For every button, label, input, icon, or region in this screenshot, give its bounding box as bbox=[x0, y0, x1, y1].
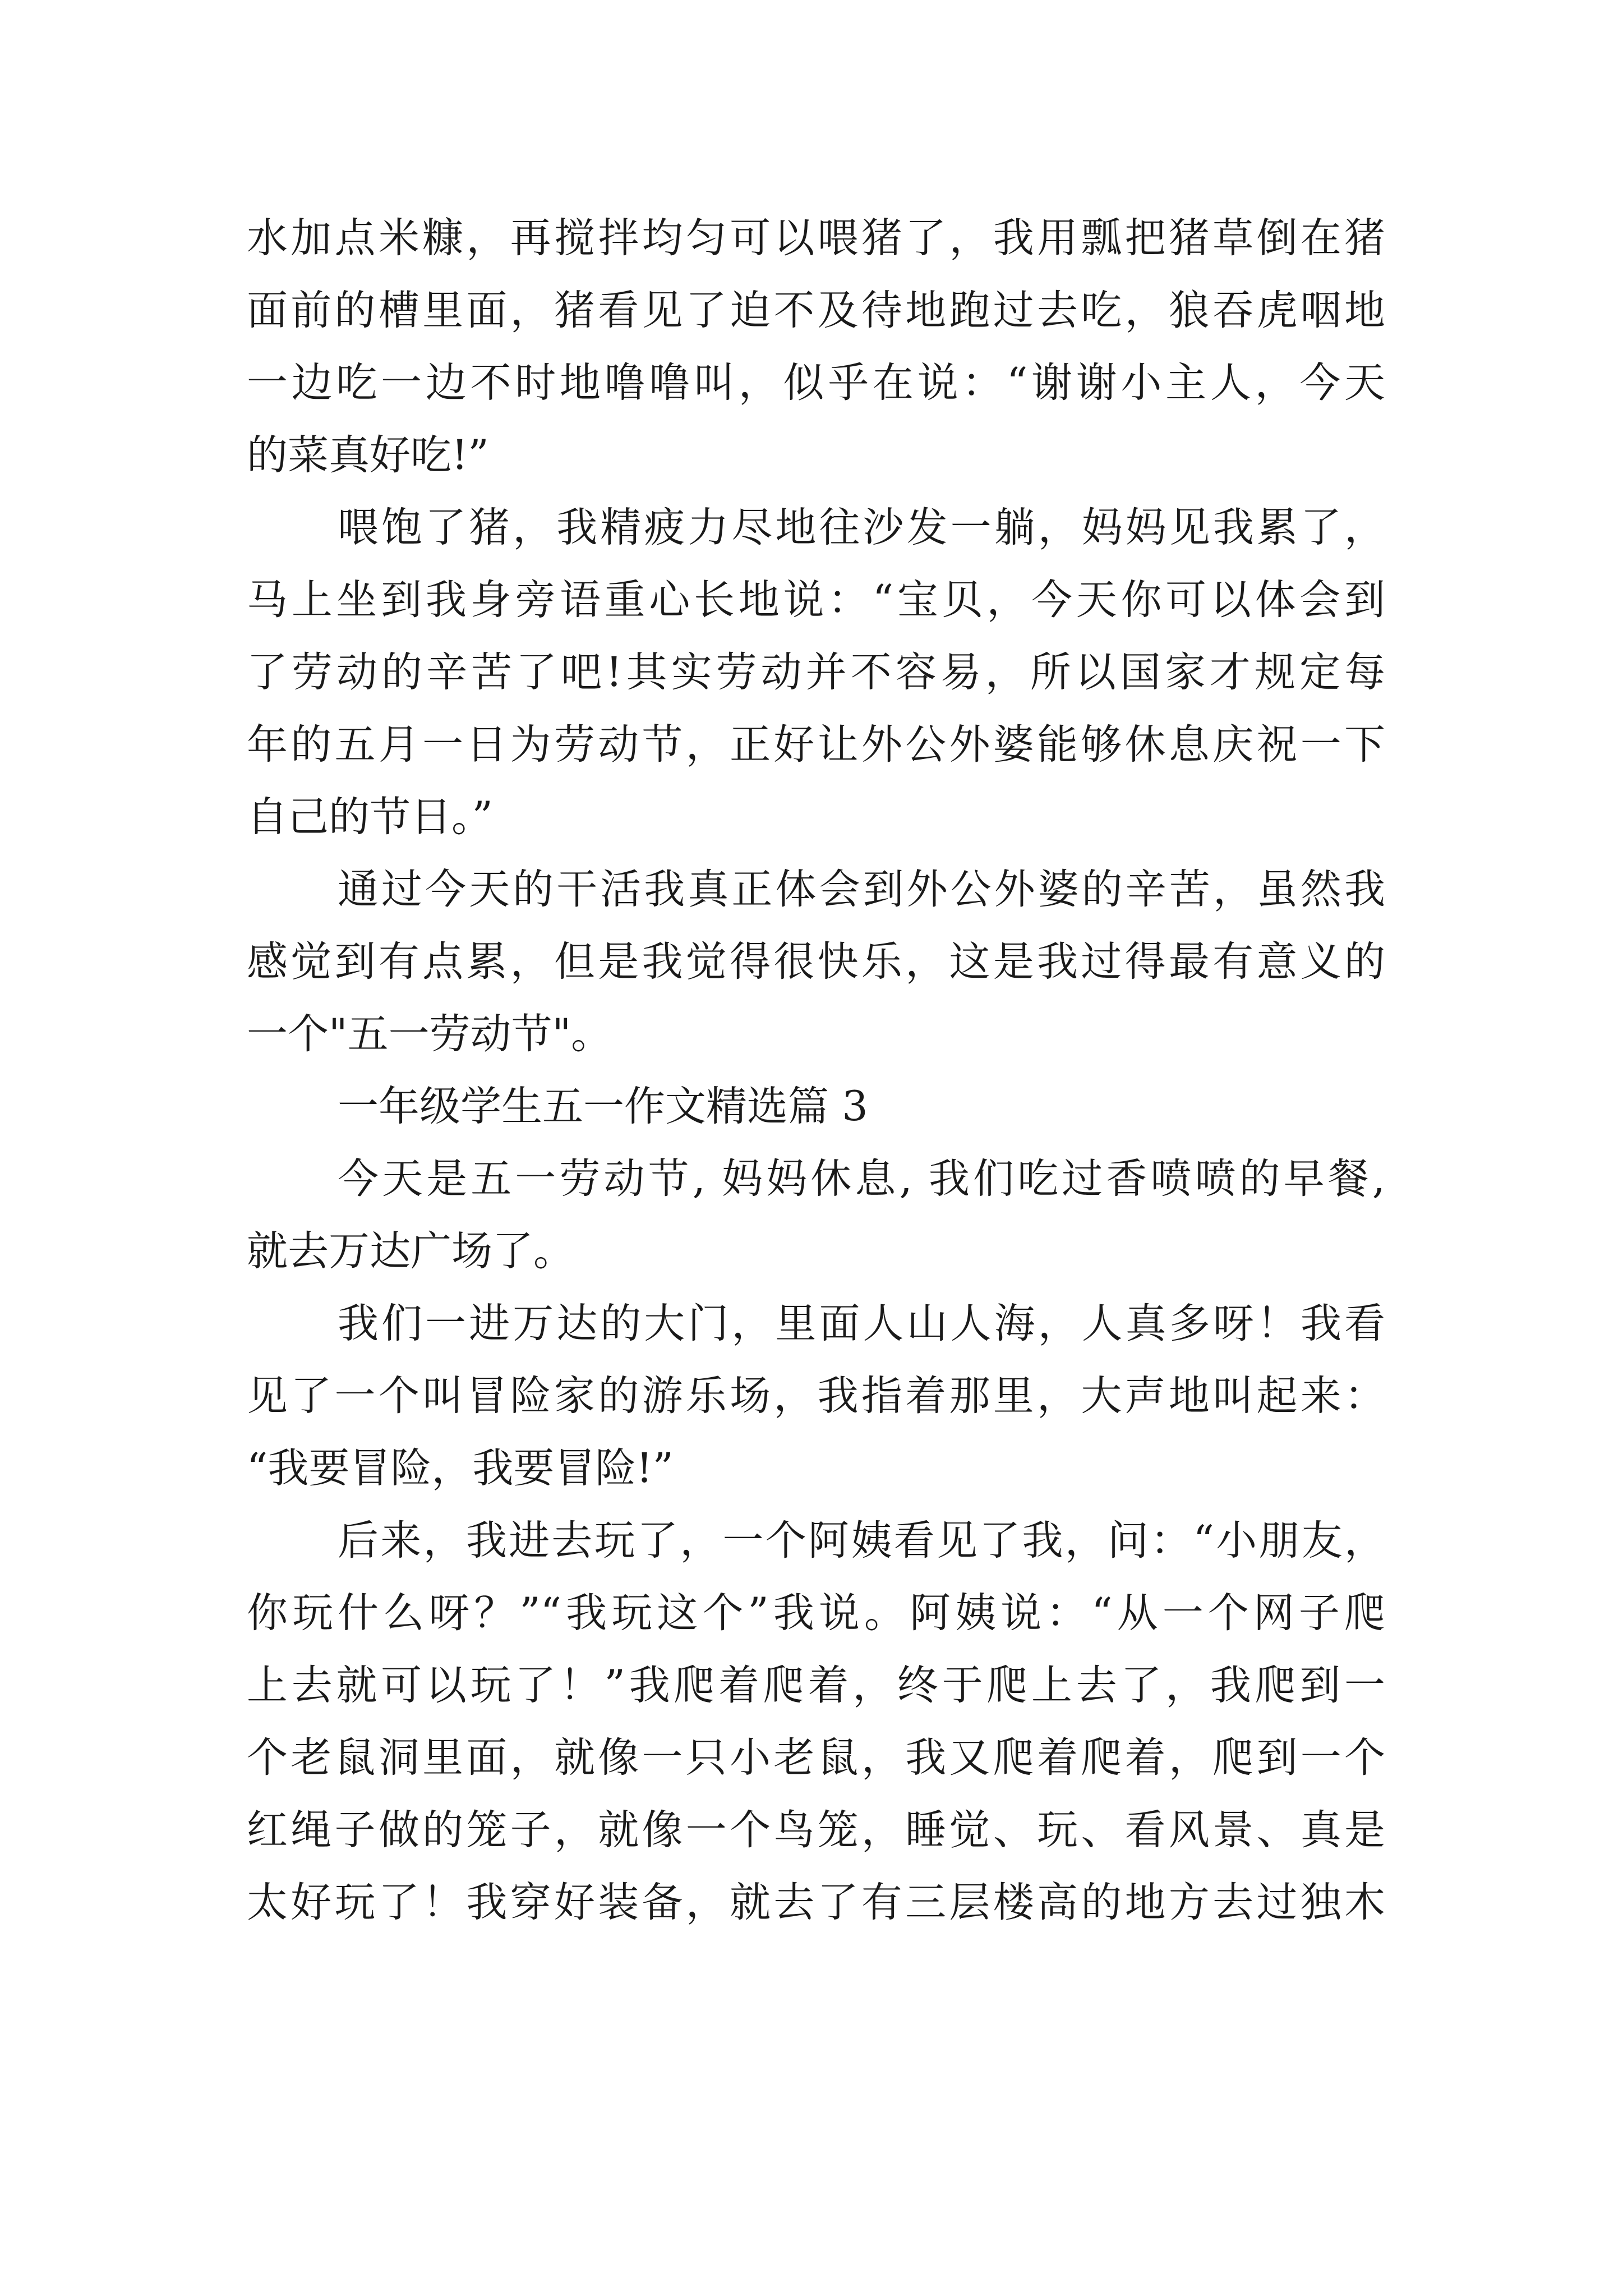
text-line: 自己的节日。” bbox=[247, 793, 493, 841]
text-line: 红绳子做的笼子，就像一个鸟笼，睡觉、玩、看风景、真是 bbox=[247, 1806, 1385, 1854]
text-line: 面前的槽里面，猪看见了迫不及待地跑过去吃，狼吞虎咽地 bbox=[247, 287, 1385, 334]
text-line: 水加点米糠，再搅拌均匀可以喂猪了，我用瓢把猪草倒在猪 bbox=[247, 214, 1385, 262]
text-line: “我要冒险，我要冒险!” bbox=[247, 1444, 674, 1492]
text-line: 见了一个叫冒险家的游乐场，我指着那里，大声地叫起来： bbox=[247, 1372, 1385, 1420]
paragraph-first-line: 喂饱了猪，我精疲力尽地往沙发一躺，妈妈见我累了， bbox=[338, 504, 1385, 551]
document-body bbox=[247, 202, 1385, 1939]
text-line: 一个"五一劳动节"。 bbox=[247, 1010, 612, 1058]
paragraph-first-line: 通过今天的干活我真正体会到外公外婆的辛苦，虽然我 bbox=[338, 866, 1385, 913]
text-line: 一边吃一边不时地噜噜叫，似乎在说：“谢谢小主人，今天 bbox=[247, 359, 1385, 407]
text-line: 太好玩了！我穿好装备，就去了有三层楼高的地方去过独木 bbox=[247, 1879, 1385, 1926]
text-line: 年的五月一日为劳动节，正好让外公外婆能够休息庆祝一下 bbox=[247, 721, 1385, 769]
text-line: 了劳动的辛苦了吧!其实劳动并不容易，所以国家才规定每 bbox=[247, 648, 1385, 696]
text-line: 个老鼠洞里面，就像一只小老鼠，我又爬着爬着，爬到一个 bbox=[247, 1734, 1385, 1782]
paragraph-first-line: 后来，我进去玩了，一个阿姨看见了我，问：“小朋友， bbox=[338, 1517, 1385, 1565]
paragraph-first-line: 我们一进万达的大门，里面人山人海，人真多呀！我看 bbox=[338, 1300, 1385, 1347]
text-line: 的菜真好吃!” bbox=[247, 431, 489, 479]
paragraph-first-line: 今天是五一劳动节, 妈妈休息, 我们吃过香喷喷的早餐, bbox=[338, 1155, 1385, 1203]
text-line: 感觉到有点累，但是我觉得很快乐，这是我过得最有意义的 bbox=[247, 938, 1385, 986]
text-line: 你玩什么呀？”“我玩这个”我说。阿姨说：“从一个网子爬 bbox=[247, 1589, 1385, 1637]
section-heading: 一年级学生五一作文精选篇 3 bbox=[338, 1083, 868, 1130]
text-line: 就去万达广场了。 bbox=[247, 1227, 574, 1275]
text-line: 马上坐到我身旁语重心长地说：“宝贝，今天你可以体会到 bbox=[247, 576, 1385, 624]
text-line: 上去就可以玩了！”我爬着爬着，终于爬上去了，我爬到一 bbox=[247, 1662, 1385, 1709]
